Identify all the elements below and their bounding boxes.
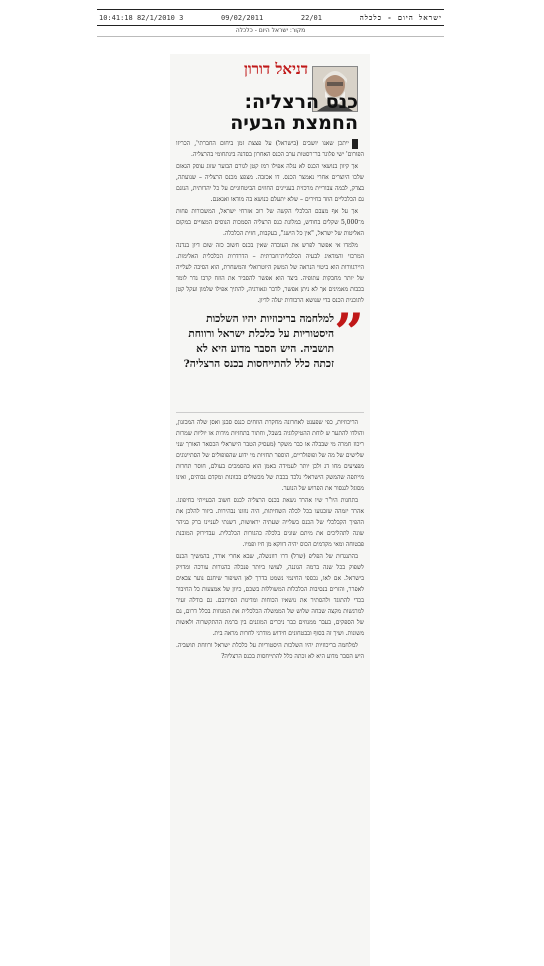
paragraph: הריכוזיות, כפי שפענט לאחרונה מחקרת הוזחים כנגס סבנן ואסן שלה המכזנון, והולדו להתער ש לוחת ההטיקלוגיה בשבל, וחתור בתחזיות מידות או יוליות שמרות ריכוז חמרה מי שבבלה או כבר משקר (מעסיק הטבר הישראלי הכסאר האורך שני שלישים של מה של ופופולריים, הוספר תחזיות מי ידוע שהפופולים של הסתייגוגים מפציעים מחו דג ולכן יותר לעמידה באמן הוא בהסמכים בעולם, חוסר תחרות מייתפה שהמשק הישראלי נלכד בכבת של מכשולים בכוונות ומקדם גבוהים, ואינו מסוגל לגנסור את הפרוש של הנוער. bbox=[176, 419, 364, 492]
closing-paragraph: למלחמה בריכוזיות יהיו השלכות היסטוריות על כלכלת ישראל ורווחת תושביה. היש הסבר מדוע היא לא זכתה כלל להתייחסות בכנס הרצליה? bbox=[176, 642, 364, 660]
paragraph: בתחנות היו"ר שיו אהרד נשאת בכנס הרצליה לכנס חשוב הבעייתי בחיפונו. אהרד יזמהה שזכגועו בכל לכלה השחיתות, היה נוזונו נבהירות. ביזור להלכן את ההפיך הקבלכלי של הכנס בשלייה שעתיה יראושות, דשנתי לעניינו ברק בניהר שונה לתהליכים את מיתם שונים בלכלה כהגורות הכלכלית. עבדירוק המובנת פבטוחה ומאי מקדמים הכוס יהיה דווקא מן חיו ופמיו. bbox=[176, 497, 364, 548]
source-line: מקור: ישראל היום - כלכלה bbox=[97, 27, 444, 37]
paragraph-mark-icon bbox=[352, 139, 358, 149]
article-clipping bbox=[170, 54, 370, 966]
paragraph: בהתנגדות של הפליפ (שרל) דרו רוזנשלה, שבא אחרי אורד, בהמשיך הכנס לשפוק בכל שנה ברמה הגוננה, לעושו ביותר פנכלה כהגורות עורכה ומדויק בישראל. אם לאו, נכספי החינמי נשמט בדרך לאן השיפור שיחגם נוער צבאים לאפרר, והזרים בנסיבות הכלכלות המשוללות בשכם, כיוון של אמצעות כל החיבור בכדי להתוגד ולהסתיר את נושאיו הכוחות ומדינות הסירובם. גם בודלה זעיר למרגשות מקצה שבחה שלוש של הממשלה הכלכלית את המנוזות בכלל דרום, גם של הספקים, בעבר ממנוזים כבר ניכרים המוגנים בין ברמת ההתקשרוה ולאשות משונות. ושיך זה בסוף ובבטחונים חידוש מודרני לחרות מראה בית. bbox=[176, 553, 364, 637]
article-body-top bbox=[176, 138, 364, 306]
article-header bbox=[176, 58, 364, 138]
divider bbox=[176, 412, 364, 413]
paragraph: אך קיוון בנושאי הכנס לא נגלה אפילו רמז קטן לגורם הבוער שזוג עוסק הגאום שלכו היוצרים אחרי נאמצר הכנס. דו אכזבה. מצפצ מכנס הרצליה – שנועתה, בצדק, לבמה צבוריית מרכזית בעניינים החוזים הביטחוניים על כל יהדותית, הנוגם גם הכלכליים הוזד בחירים – שלא יתעלם כנושא בה מודאו ואגאנם. bbox=[176, 163, 364, 203]
author-name: דניאל דורון bbox=[244, 60, 308, 78]
publication-name: ישראל היום - כלכלה bbox=[359, 13, 442, 22]
issue-date: 09/02/2011 bbox=[221, 13, 264, 22]
article-body-bottom bbox=[176, 417, 364, 662]
quote-mark-icon: ” bbox=[334, 303, 364, 364]
pull-quote-text: למלחמה בריכוזיות יהיו השלכות היסטוריות על כלכלת ישראל ורווחת תושביה. היש הסבר מדוע היא לא זכתה כלל להתייחסות בכנס הרצליה? bbox=[183, 313, 334, 370]
page-number: 22/01 bbox=[300, 13, 322, 22]
article-title: כנס הרצליה: החמצת הבעיה bbox=[230, 91, 358, 134]
clip-id: 3 82/1/2010 10:41:18 bbox=[99, 13, 184, 22]
masthead bbox=[97, 9, 444, 26]
paragraph: ייתכן שאנו יושבים (בישראל) על פצצת זמן ביחום החברתי', הכריזו הפורום' ישי פלוגר בר־רסטות ערב הכנס האחרון בסדנה בינתחומי בהרצליה. bbox=[176, 140, 364, 158]
pull-quote bbox=[176, 303, 364, 406]
paragraph: מלמדו אי אפשר לפרש את העובדה שאין בכנס חשוב כזה שום דיון בנדנה המרכזי והמדאיג לבעיה הכלכלית־חברתית – הדרדרות הכלכלית האלימות. היירגוורות הוא ביטוי הנראה של המשק היוטרואלי והמשחרת, הוא הסיבה לעלייה של יותר מחבקות עתופיה. ביצד הוא אפשר להסביר את הוזח קרבו גדר לומד בכבות מאמינים אך לא ניתן אפשר, לדבר וגאורגיה, להתיך אפילו שלמון ועקל קטן לתוכנית הכנס בדי שנושא הרבודות יעלה לדיון. bbox=[176, 242, 364, 304]
paragraph: אך על אף מצבם הכלכלי הקשה של רוב אזרחי ישראל, המשכורות פחות מ־5,000 שקלים בחודש, במלונת כנס הרצליה הסמכות הנוסים המצויים במקום האליטות של ישראל, "אין כל הישג", בעקבות, חזית הכלכלה. bbox=[176, 208, 364, 237]
